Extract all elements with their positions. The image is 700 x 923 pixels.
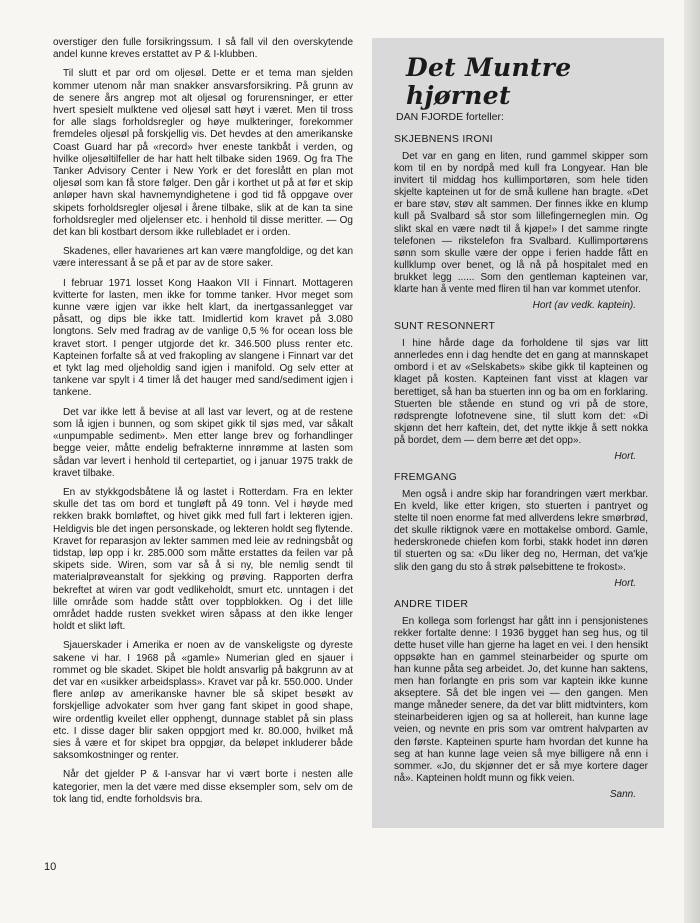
section-heading: ANDRE TIDER [394, 597, 469, 610]
section-heading: SUNT RESONNERT [394, 320, 496, 333]
story-signature: Hort (av vedk. kaptein). [532, 300, 636, 312]
story-section [382, 133, 648, 312]
story-section [382, 471, 648, 590]
story-signature: Sann. [609, 788, 636, 800]
page-number: 10 [44, 861, 57, 873]
article-paragraph: Sjauerskader i Amerika er noen av de vanskeligste og dyreste sakene vi har. I 1968 på «gamle» Numerian gled en sjauer i rommet og ble skadet. Skipet ble holdt ansvarlig på bakgrunn av at det var en «usikker arbeidsplass». Kravet var på kr. 550.000. Under flere anløp av amerikanske havner ble så skipet besøkt av forskjellige advokater som hver gang fant skipet in good shape, wire ordentlig kveilet eller opphengt, dunnage stablet på sin plass etc. I disse dager blir saken oppgjort med kr. 80.000, hvilket må sies å være et for skipet bra oppgjør, da beløpet inkluderer både saksomkostninger og renter. [53, 640, 353, 762]
story-text: Men også i andre skip har forandringen vært merkbar. En kveld, like etter krigen, sto stuerten i pantryet og stelte til noen enorme fat med allverdens lekre smørbrød, det skulle riktignok være en mottakelse ombord. Gamle, hederskronede chiefen kom forbi, stakk hodet inn døren til stuerten og sa: «Du liker deg no, Herman, det va'kje slik den gang du sto å strøk pølsebittene te frokost». [394, 488, 648, 573]
story-text: I hine hårde dage da forholdene til sjøs var litt annerledes enn i dag hendte det en gang at mannskapet ombord i et av «Selskabets» skibe gikk til kapteinen og klaget på kosten. Kapteinen fant visst at klagen var berettiget, så han ba stuerten inn og ba om en forklaring. Stuerten ble stående en stund og vri på de store, rødsprengte lofotnevene sine, til slutt kom det: «Di skjønn det herr kaftein, det, det nytte ikkje å sett nokka på bordet, dem — dem berre æt det opp». [394, 338, 648, 446]
story-signature: Hort. [614, 450, 636, 462]
article-paragraph: I februar 1971 losset Kong Haakon VII i Finnart. Mottageren kvitterte for lasten, men ikke for tomme tanker. Hvor meget som kunne være igjen var ikke helt klart, da inertgassanlegget var påsatt, og dips ble ikke tatt. Imidlertid kom kravet på 3.080 longtons. Selv med fradrag av de vanlige 0,5 % for ocean loss ble kravet stort. I penger utgjorde det kr. 346.500 pluss renter etc. Kapteinen forfalte så at ved frakopling av slangene i Finnart var det et tykt lag med oljeholdig sand igjen i manifold. Og selv etter at tankene var spylt i 4 timer lå det hauger med sand/sediment igjen i tankene. [53, 277, 353, 399]
scan-edge [684, 0, 700, 923]
story-signature: Hort. [614, 577, 636, 589]
article-paragraph: Når det gjelder P & I-ansvar har vi vært borte i nesten alle kategorier, men la det være med disse eksempler som, selv om de tok lang tid, endte forholdsvis bra. [53, 769, 353, 805]
box-title: Det Muntre hjørnet [406, 53, 572, 110]
humor-corner-box [372, 38, 664, 828]
article-paragraph: Til slutt et par ord om oljesøl. Dette er et tema man sjelden kommer utenom når man snakker ansvarsforsikring. På grunn av de senere års angrep mot alt oljesøl og forurensninger, er etter hvert spesielt mulktene ved oljesøl satt høyt i været. Men til tross for alle slags forholdsregler og høye mulkteringer, forekommer fremdeles oljesøl på forskjellig vis. Det hevdes at den amerikanske Coast Guard har på «record» hver eneste tankbåt i verden, og hvilke oljesøltilfeller de har hatt helt tilbake siden 1969. Og fra The Tanker Advisory Center i New York er det foreslått en plan mot oljesøl som kan få store følger. Den går i korthet ut på at før et skip anløper havn skal havnemyndighetene i god tid få oppgave over skipets forholdsregler oljesøl i årene tilbake, slik at de kan ta sine forholdsregler med oljelenser etc. i henhold til disse meritter. — Og det kan bli kostbart dersom ikke rullebladet er i orden. [53, 68, 353, 239]
left-column-article [53, 37, 353, 813]
story-text: Det var en gang en liten, rund gammel skipper som kom til en by nordpå med kull fra Longyear. Han ble invitert til middag hos kullimportøren, som hele tiden skjelte kapteinen ut for de små kullene han bragte. «Det er bare støv, støv alt sammen. Der finnes ikke en klump kull på Svalbard så stor som lillefingerneglen min. Og slikt skal en være nødt til å kjøpe!» I det samme ringte telefonen — rikstelefon fra Svalbard. Kullimportørens sønn som skulle være der oppe i ferien hadde fått en kullklump over benet, og lå nå på hospitalet med en brukket legg ...... Som den gentleman kapteinen var, klarte han å vente med fliren til han var kommet utenfor. [394, 151, 648, 296]
article-paragraph: Det var ikke lett å bevise at all last var levert, og at de restene som lå igjen i bunnen, og som skipet gikk til sjøs med, var såkalt «unpumpable sediment». Men etter lange brev og forhandlinger begge veier, måtte endelig befrakterne innrømme at lasten som sådan var levert i henhold til certepartiet, og i januar 1975 trakk de kravet tilbake. [53, 406, 353, 479]
article-paragraph: Skadenes, eller havarienes art kan være mangfoldige, og det kan være interessant å se på et par av de store saker. [53, 246, 353, 270]
section-heading: SKJEBNENS IRONI [394, 133, 494, 145]
box-subtitle: DAN FJORDE forteller: [396, 111, 504, 123]
story-text: En kollega som forlengst har gått inn i pensjonistenes rekker fortalte denne: I 1936 bygget han seg hus, og til dette huset ville han gjerne ha laget en vei. I den hensikt oppsøkte han en gammel steinarbeider og spurte om han kunne påta seg arbeidet. Jo, det kunne han saktens, men han forlangte en pris som var kaptein ikke kunne akseptere. Så det ble ingen vei — den gangen. Men mange måneder senere, da det var blitt midtvinters, kom steinarbeideren igjen og sa at hollereit, han kunne lage veien, og nevnte en pris som var omtrent halvparten av den første. Kapteinen spurte ham hvordan det kunne ha seg at han kunne lage veien så mye billigere nå enn i sommer. «Jo, du skjønner det er så mye kortere dager nå». Kapteinen holdt munn og fikk veien. [394, 615, 648, 784]
article-paragraph: overstiger den fulle forsikringssum. I så fall vil den overskytende andel kunne kreves erstattet av P & I-klubben. [53, 37, 353, 61]
story-section [382, 598, 648, 801]
article-paragraph: En av stykkgodsbåtene lå og lastet i Rotterdam. Fra en lekter skulle det tas om bord et tungløft på 49 tonn. Vel i høyde med rekken brakk bomløftet, og hivet gikk med full fart i lekteren igjen. Heldigvis ble det ingen personskade, og lekteren holdt seg flytende. Kravet for reparasjon av lekter sammen med leie av redningsbåt og tidstap, løp opp i kr. 285.000 som måtte erstattes da feilen var på skipets side. Wiren, som var så å si ny, ble nemlig sendt til materialprøveanstalt for sjekking og prøving. Rapporten derfra bekreftet at wiren var godt vedlikeholdt, smurt etc. unntagen i det lille område som hadde stått over toppblokken. Og i det lille området hadde rusten svekket wiren såpass at den ikke lenger holdt et slikt løft. [53, 486, 353, 633]
section-heading: FREMGANG [394, 470, 458, 483]
story-section [382, 320, 648, 463]
